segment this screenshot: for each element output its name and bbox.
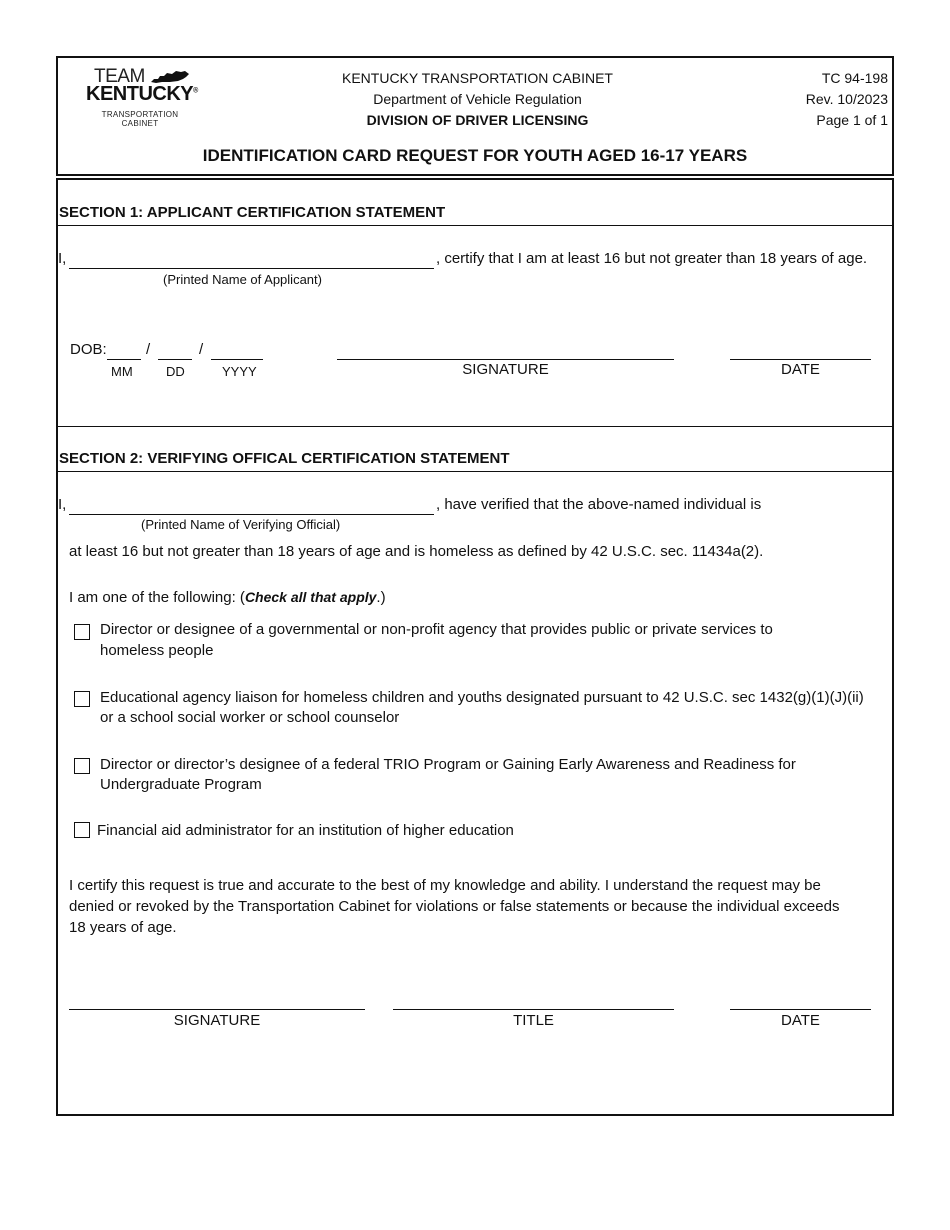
applicant-name-caption: (Printed Name of Applicant) [163, 272, 322, 287]
applicant-date-input[interactable] [730, 341, 871, 360]
official-title-input[interactable] [393, 991, 674, 1010]
division-name: DIVISION OF DRIVER LICENSING [366, 112, 589, 128]
applicant-signature-caption: SIGNATURE [462, 361, 549, 378]
option-trio-program-line1: Director or director’s designee of a federal TRIO Program or Gaining Early Awareness and Readiness for [100, 756, 796, 773]
option-trio-program-checkbox[interactable] [74, 758, 90, 774]
logo-subtitle: TRANSPORTATION CABINET [101, 110, 179, 128]
section-divider [58, 426, 892, 427]
option-educational-liaison-line1: Educational agency liaison for homeless children and youths designated pursuant to 42 U.S.C. sec 1432(g)(1)(J)(ii) [100, 689, 864, 706]
certification-line3: 18 years of age. [69, 919, 177, 936]
dob-label: DOB: [70, 341, 107, 358]
official-signature-input[interactable] [69, 991, 365, 1010]
applicant-signature-input[interactable] [337, 341, 674, 360]
page-indicator: Page 1 of 1 [816, 112, 888, 128]
dob-slash-1: / [146, 341, 151, 358]
form-number: TC 94-198 [821, 70, 888, 86]
form-title: IDENTIFICATION CARD REQUEST FOR YOUTH AGED 16-17 YEARS [202, 146, 748, 165]
logo-kentucky-text: KENTUCKY® [86, 83, 198, 105]
dob-slash-2: / [199, 341, 204, 358]
option-homeless-services-line2: homeless people [100, 642, 214, 659]
agency-name: KENTUCKY TRANSPORTATION CABINET [342, 70, 613, 86]
section2-heading: SECTION 2: VERIFYING OFFICAL CERTIFICATION STATEMENT [59, 450, 510, 467]
option-educational-liaison-line2: or a school social worker or school counselor [100, 709, 400, 726]
option-educational-liaison-checkbox[interactable] [74, 691, 90, 707]
section1-statement: , certify that I am at least 16 but not greater than 18 years of age. [436, 250, 868, 267]
option-homeless-services-checkbox[interactable] [74, 624, 90, 640]
section2-i-prefix: I, [58, 496, 67, 513]
dob-mm-caption: MM [111, 364, 133, 379]
dob-year-input[interactable] [211, 341, 263, 360]
section1-i-prefix: I, [58, 250, 67, 267]
section1-heading-rule [58, 225, 892, 226]
form-revision: Rev. 10/2023 [805, 91, 888, 107]
check-instructions: I am one of the following: (Check all that apply.) [69, 589, 386, 606]
section2-statement: , have verified that the above-named individual is [436, 496, 762, 513]
dob-yyyy-caption: YYYY [222, 364, 257, 379]
dob-month-input[interactable] [107, 341, 141, 360]
applicant-name-input[interactable] [69, 250, 434, 269]
option-trio-program-line2: Undergraduate Program [100, 776, 262, 793]
official-date-input[interactable] [730, 991, 871, 1010]
official-date-caption: DATE [781, 1012, 820, 1029]
logo-team-text: TEAM [94, 66, 145, 87]
certification-line2: denied or revoked by the Transportation Cabinet for violations or false statements or because the individual exceeds [69, 898, 840, 915]
applicant-date-caption: DATE [781, 361, 820, 378]
official-signature-caption: SIGNATURE [173, 1012, 261, 1029]
dob-day-input[interactable] [158, 341, 192, 360]
official-title-caption: TITLE [513, 1012, 554, 1029]
dob-dd-caption: DD [166, 364, 185, 379]
option-financial-aid-checkbox[interactable] [74, 822, 90, 838]
option-homeless-services-line1: Director or designee of a governmental or non-profit agency that provides public or private services to [100, 621, 773, 638]
department-name: Department of Vehicle Regulation [373, 91, 582, 107]
kentucky-state-icon [150, 70, 190, 84]
section1-heading: SECTION 1: APPLICANT CERTIFICATION STATEMENT [59, 204, 446, 221]
official-name-caption: (Printed Name of Verifying Official) [141, 517, 341, 532]
section2-statement-line2: at least 16 but not greater than 18 years of age and is homeless as defined by 42 U.S.C. sec. 11434a(2). [69, 543, 764, 560]
official-name-input[interactable] [69, 496, 434, 515]
option-financial-aid-line1: Financial aid administrator for an institution of higher education [97, 822, 514, 839]
section2-heading-rule [58, 471, 892, 472]
team-kentucky-logo [84, 66, 204, 132]
certification-line1: I certify this request is true and accurate to the best of my knowledge and ability. I understand the request may be [69, 877, 821, 894]
